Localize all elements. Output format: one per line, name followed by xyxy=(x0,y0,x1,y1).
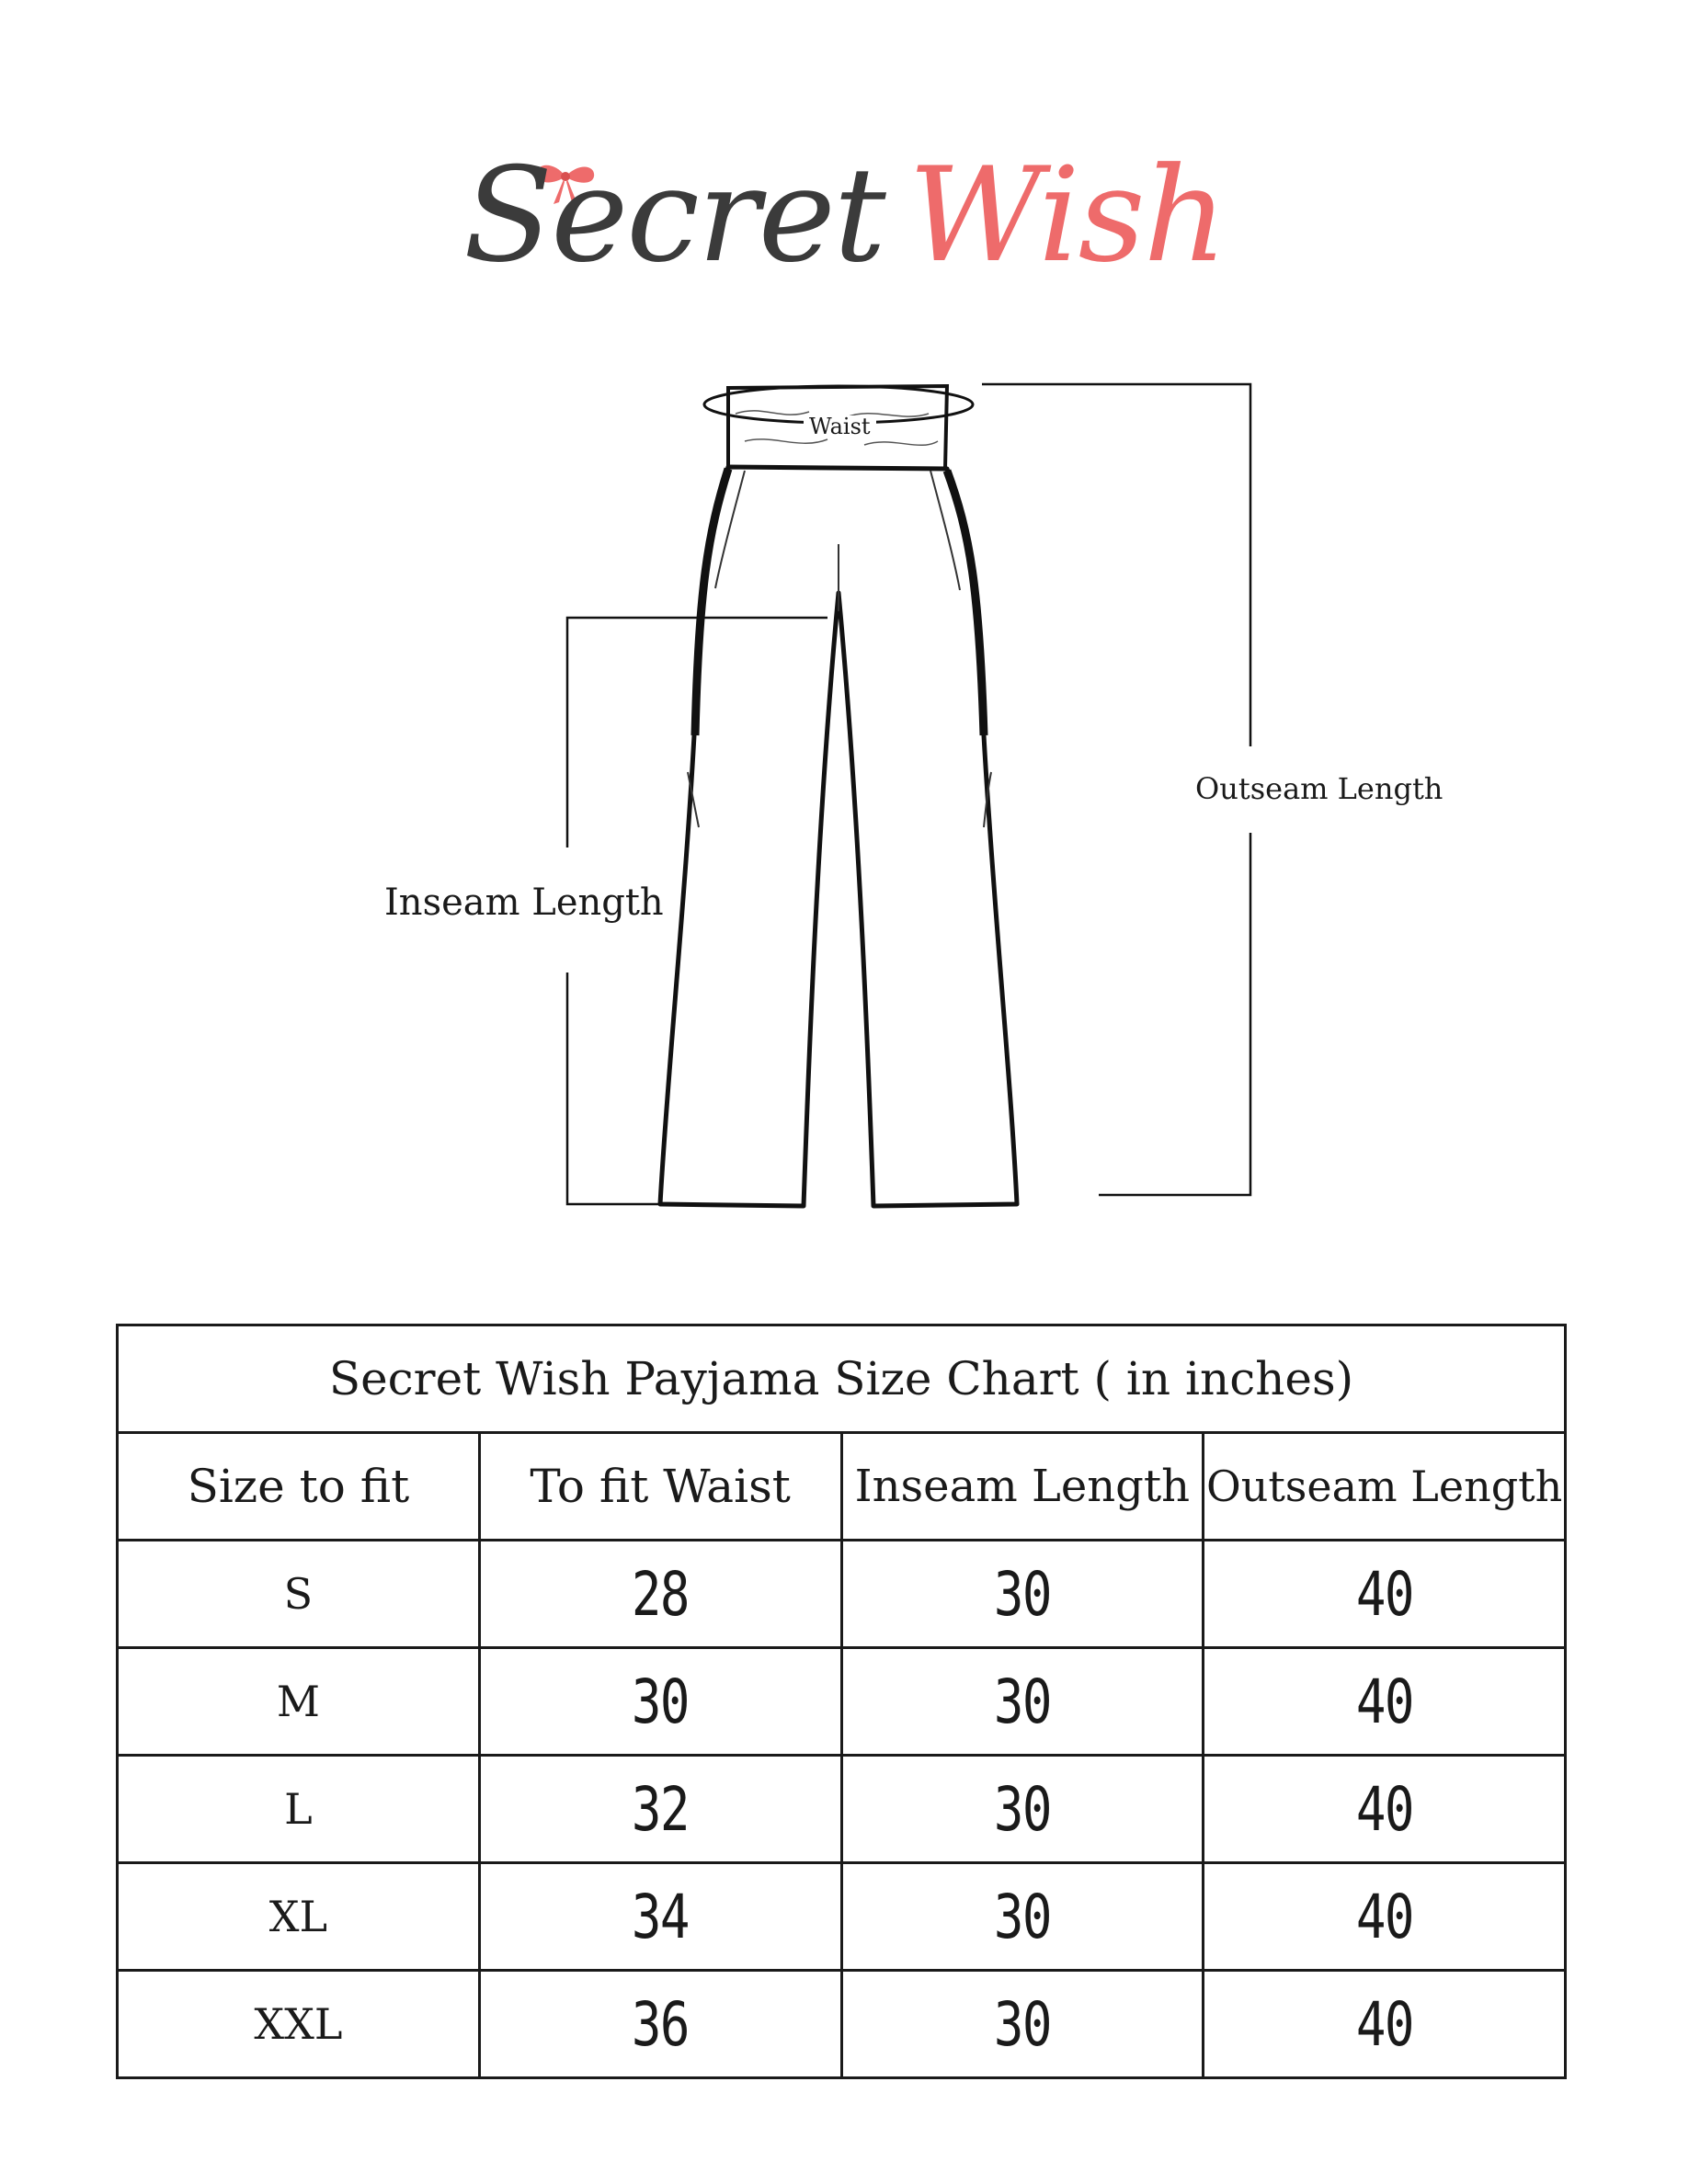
header-inseam-length: Inseam Length xyxy=(841,1433,1204,1541)
outseam-cell: 40 xyxy=(1236,1971,1533,2078)
brand-logo xyxy=(0,138,1689,294)
size-cell: S xyxy=(118,1541,480,1648)
header-size-to-fit: Size to fit xyxy=(118,1433,480,1541)
inseam-cell: 30 xyxy=(873,1541,1170,1648)
size-chart-table xyxy=(116,1324,1567,2079)
inseam-label: Inseam Length xyxy=(384,882,664,924)
inseam-cell: 30 xyxy=(873,1648,1170,1756)
table-header-row xyxy=(118,1433,1566,1541)
size-cell: M xyxy=(118,1648,480,1756)
outseam-label: Outseam Length xyxy=(1195,771,1444,806)
size-cell: XXL xyxy=(118,1971,480,2078)
brand-name xyxy=(0,138,1689,294)
header-to-fit-waist: To fit Waist xyxy=(479,1433,841,1541)
brand-name-wish: Wish xyxy=(907,140,1227,291)
size-chart-title: Secret Wish Payjama Size Chart ( in inches) xyxy=(118,1325,1566,1433)
brand-name-secret: Secret xyxy=(462,140,884,291)
outseam-cell: 40 xyxy=(1236,1648,1533,1756)
table-row xyxy=(118,1863,1566,1971)
waist-cell: 34 xyxy=(512,1863,809,1971)
pants-diagram xyxy=(0,349,1689,1232)
size-cell: XL xyxy=(118,1863,480,1971)
waist-cell: 36 xyxy=(512,1971,809,2078)
table-row xyxy=(118,1648,1566,1756)
waist-cell: 28 xyxy=(512,1541,809,1648)
table-row xyxy=(118,1756,1566,1863)
outseam-cell: 40 xyxy=(1236,1863,1533,1971)
inseam-cell: 30 xyxy=(873,1863,1170,1971)
waist-cell: 32 xyxy=(512,1756,809,1863)
header-outseam-length: Outseam Length xyxy=(1204,1433,1566,1541)
outseam-cell: 40 xyxy=(1236,1541,1533,1648)
table-row xyxy=(118,1541,1566,1648)
table-row xyxy=(118,1971,1566,2078)
size-cell: L xyxy=(118,1756,480,1863)
waist-label: Waist xyxy=(804,415,876,438)
inseam-cell: 30 xyxy=(873,1756,1170,1863)
inseam-cell: 30 xyxy=(873,1971,1170,2078)
waist-cell: 30 xyxy=(512,1648,809,1756)
outseam-cell: 40 xyxy=(1236,1756,1533,1863)
